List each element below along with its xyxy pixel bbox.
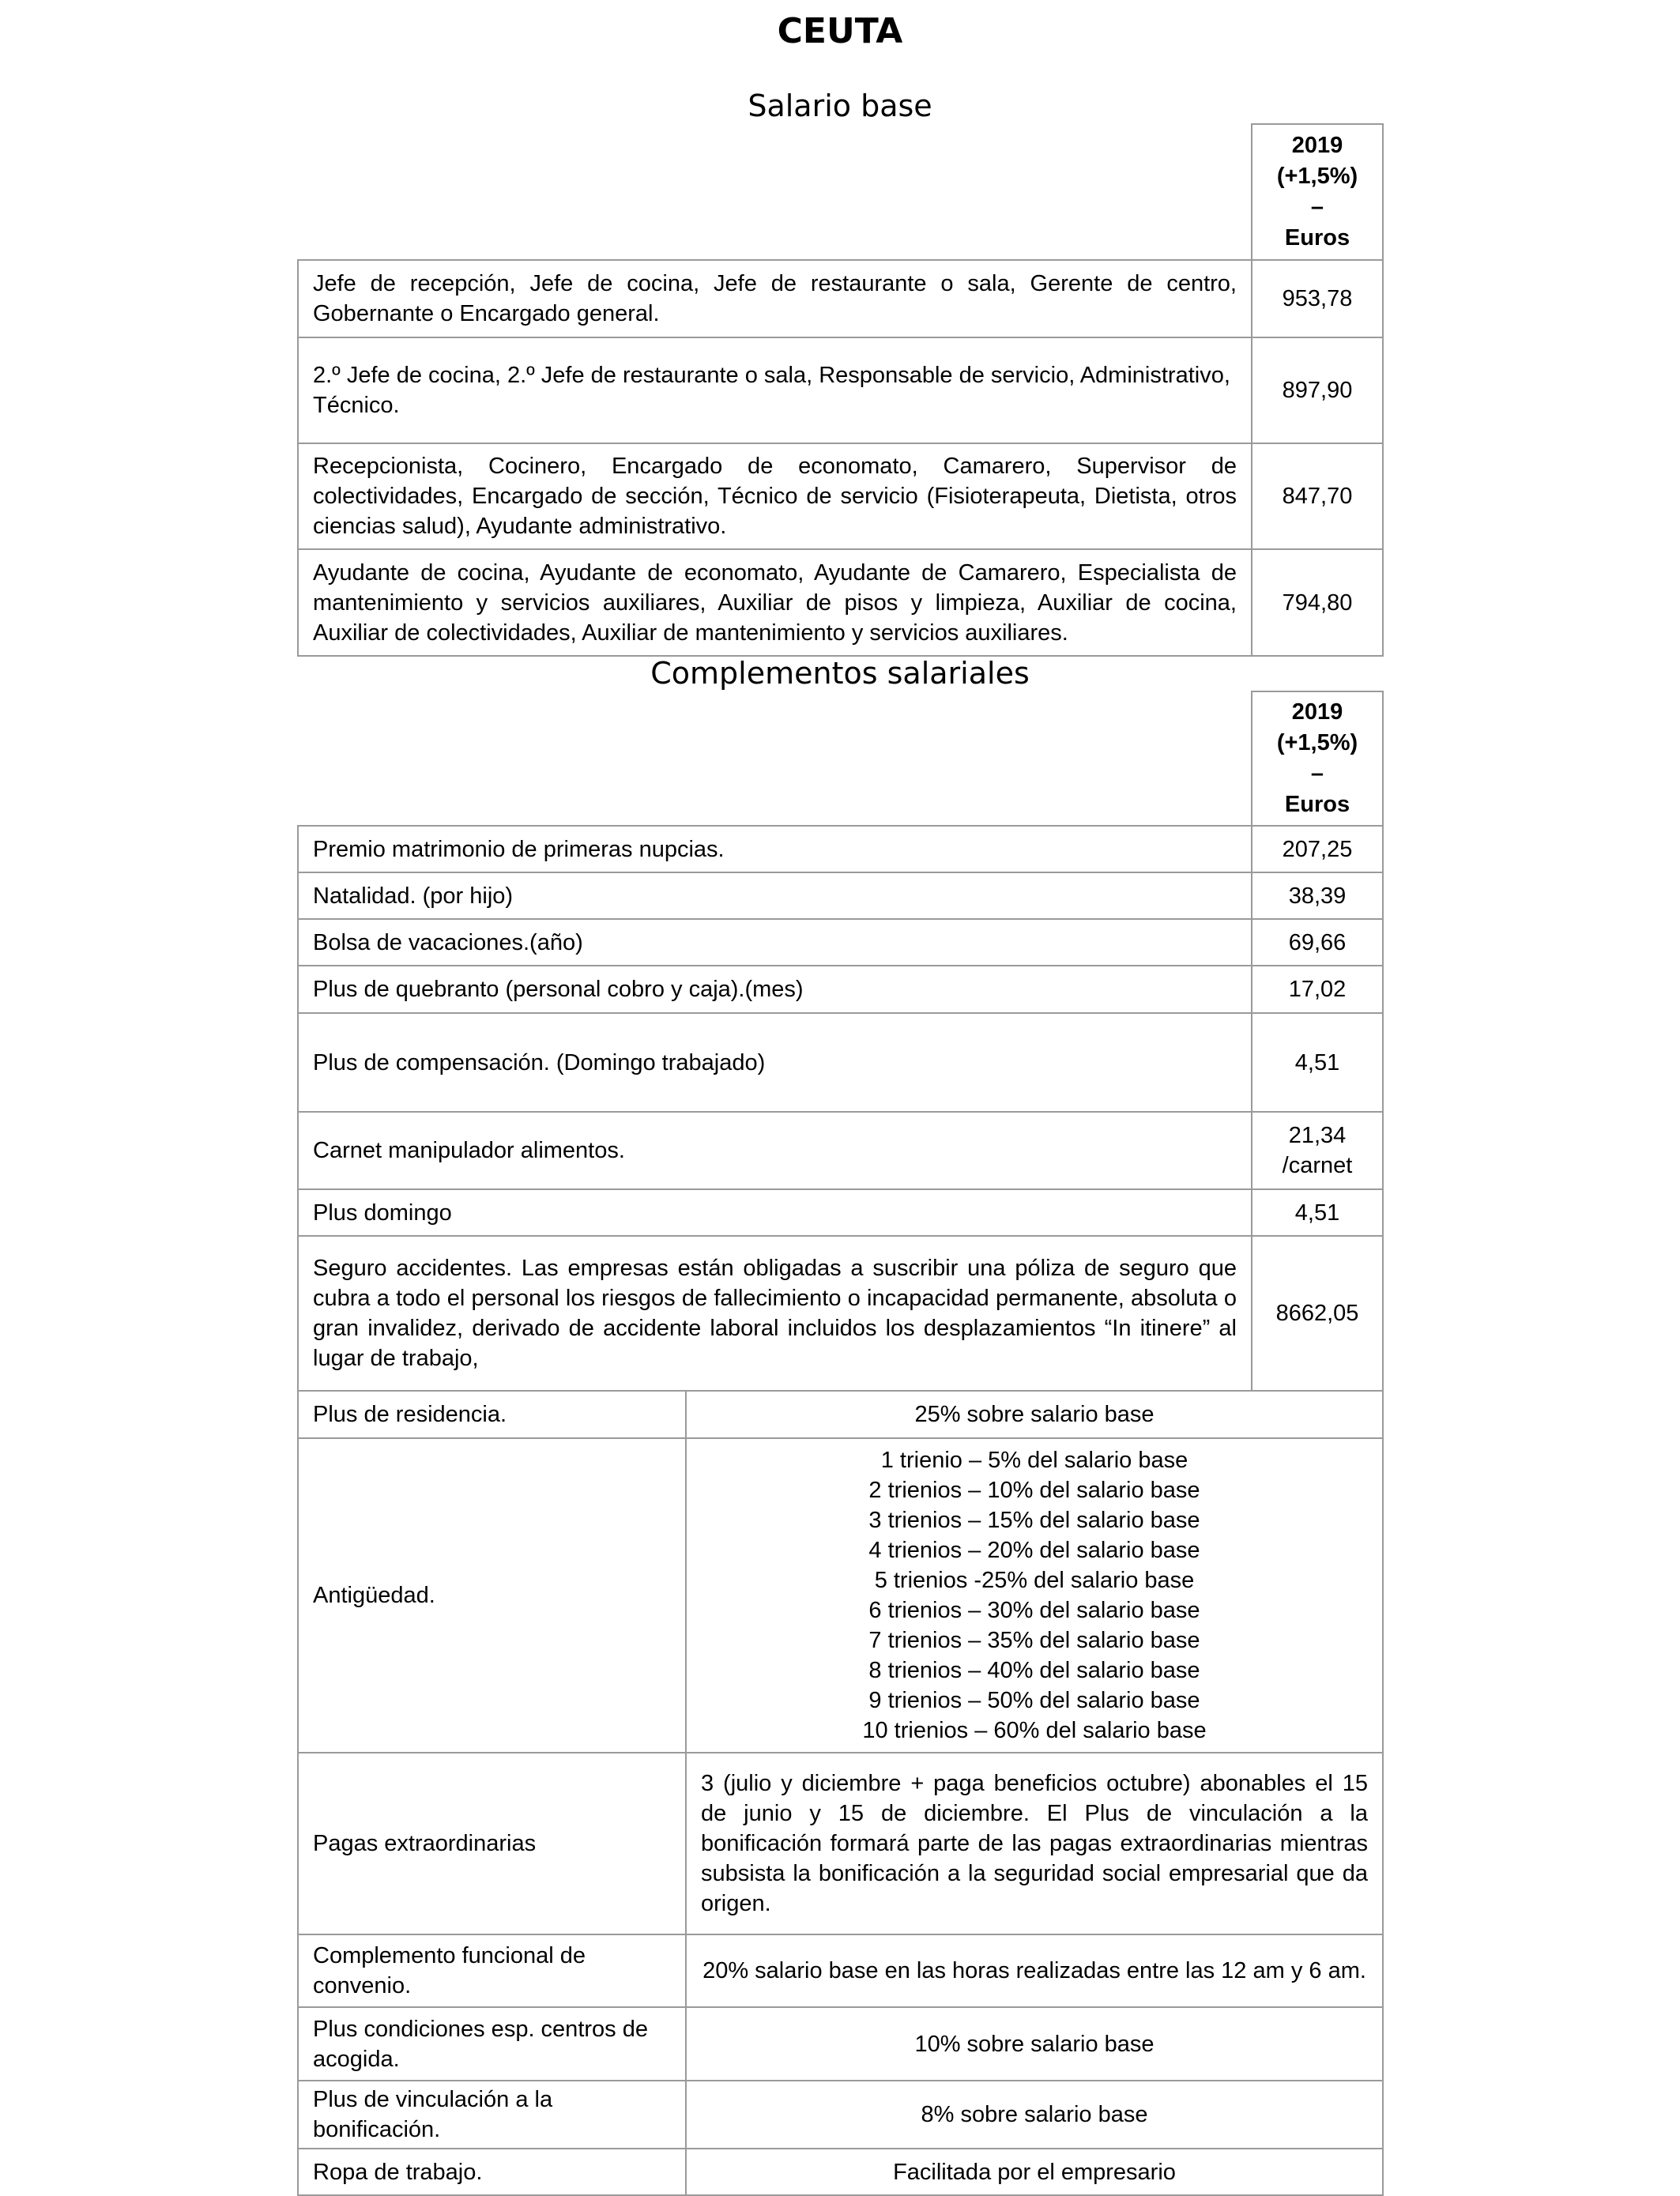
table-row: [298, 1236, 1383, 1391]
complement-value: 8662,05: [1252, 1236, 1383, 1391]
complement-label: Plus domingo: [298, 1189, 1252, 1236]
table-row: [298, 2149, 1383, 2195]
salario-base-title: Salario base: [748, 89, 932, 123]
antiguedad-list: [686, 1438, 1383, 1753]
complement-value: 38,39: [1252, 872, 1383, 919]
page-title: CEUTA: [777, 11, 903, 51]
list-item: 8 trienios – 40% del salario base: [868, 1658, 1200, 1683]
complement-label: Natalidad. (por hijo): [298, 872, 1252, 919]
header-unit: Euros: [1284, 225, 1350, 250]
complement-value-amount: 21,34: [1288, 1123, 1347, 1148]
header-increase: (+1,5%): [1276, 164, 1358, 189]
table-row: [298, 549, 1383, 656]
salary-value: 953,78: [1252, 260, 1383, 337]
complement-label: Premio matrimonio de primeras nupcias.: [298, 826, 1252, 872]
salary-value: 847,70: [1252, 443, 1383, 549]
complement-label: Bolsa de vacaciones.(año): [298, 919, 1252, 966]
table-row: [298, 1391, 1383, 1438]
complement-label: Complemento funcional de convenio.: [298, 1934, 686, 2007]
complement-value: 4,51: [1252, 1013, 1383, 1112]
table-row: [298, 2007, 1383, 2081]
list-item: 1 trienio – 5% del salario base: [880, 1448, 1188, 1473]
salary-value: 897,90: [1252, 337, 1383, 443]
header-unit: Euros: [1284, 792, 1350, 817]
complement-label: Plus condiciones esp. centros de acogida.: [298, 2007, 686, 2081]
list-item: 6 trienios – 30% del salario base: [868, 1598, 1200, 1623]
salario-base-table: [297, 123, 1384, 657]
header-increase: (+1,5%): [1276, 730, 1358, 755]
table-row: [298, 337, 1383, 443]
complement-label: Carnet manipulador alimentos.: [298, 1112, 1252, 1189]
table-row: [298, 826, 1383, 872]
salary-value: 794,80: [1252, 549, 1383, 656]
complement-value: [1252, 1112, 1383, 1189]
list-item: 9 trienios – 50% del salario base: [868, 1688, 1200, 1713]
header-year: 2019: [1291, 699, 1343, 725]
complement-label: Plus de quebranto (personal cobro y caja).(mes): [298, 966, 1252, 1013]
category-label: Jefe de recepción, Jefe de cocina, Jefe de restaurante o sala, Gerente de centro, Gobernante o Encargado general.: [298, 260, 1252, 337]
table-row: [298, 919, 1383, 966]
table-row: [298, 1013, 1383, 1112]
complementos-title: Complementos salariales: [650, 656, 1030, 691]
complement-value: 10% sobre salario base: [686, 2007, 1383, 2081]
table-row: [298, 1753, 1383, 1934]
complement-label: Plus de residencia.: [298, 1391, 686, 1438]
complement-label: Plus de compensación. (Domingo trabajado): [298, 1013, 1252, 1112]
complement-label: Ropa de trabajo.: [298, 2149, 686, 2195]
table-row: [298, 1934, 1383, 2007]
header-dash: –: [1310, 761, 1324, 786]
table-row: [298, 443, 1383, 549]
complement-value: 69,66: [1252, 919, 1383, 966]
complement-label: Antigüedad.: [298, 1438, 686, 1753]
complement-label: Plus de vinculación a la bonificación.: [298, 2081, 686, 2149]
category-label: Ayudante de cocina, Ayudante de economato, Ayudante de Camarero, Especialista de mantenimiento y servicios auxiliares, Auxiliar de pisos y limpieza, Auxiliar de cocina, Auxiliar de colectividades, Auxiliar de mantenimiento y servicios auxiliares.: [298, 549, 1252, 656]
table-row: [298, 872, 1383, 919]
complement-value: 25% sobre salario base: [686, 1391, 1383, 1438]
list-item: 2 trienios – 10% del salario base: [868, 1478, 1200, 1503]
year-header: [1252, 691, 1383, 826]
complement-value: Facilitada por el empresario: [686, 2149, 1383, 2195]
list-item: 7 trienios – 35% del salario base: [868, 1628, 1200, 1653]
header-dash: –: [1310, 194, 1324, 220]
table-row: [298, 260, 1383, 337]
table-row: [298, 966, 1383, 1013]
list-item: 5 trienios -25% del salario base: [874, 1568, 1195, 1593]
complement-value: 8% sobre salario base: [686, 2081, 1383, 2149]
complement-value: 3 (julio y diciembre + paga beneficios octubre) abonables el 15 de junio y 15 de diciembre. El Plus de vinculación a la bonificación formará parte de las pagas extraordinarias mientras subsista la bonificación a la seguridad social empresarial que da origen.: [686, 1753, 1383, 1934]
table-row: [298, 1112, 1383, 1189]
complement-value: 207,25: [1252, 826, 1383, 872]
complement-value-unit: /carnet: [1282, 1153, 1353, 1178]
salario-base-header-row: [298, 124, 1383, 260]
table-row: [298, 1189, 1383, 1236]
category-label: 2.º Jefe de cocina, 2.º Jefe de restaurante o sala, Responsable de servicio, Administrativo, Técnico.: [298, 337, 1252, 443]
table-row: [298, 1438, 1383, 1753]
complementos-table: [297, 691, 1384, 2196]
header-year: 2019: [1291, 133, 1343, 158]
complement-value: 20% salario base en las horas realizadas entre las 12 am y 6 am.: [686, 1934, 1383, 2007]
list-item: 10 trienios – 60% del salario base: [862, 1718, 1207, 1743]
category-label: Recepcionista, Cocinero, Encargado de economato, Camarero, Supervisor de colectividades, Encargado de sección, Técnico de servicio (Fisioterapeuta, Dietista, otros ciencias salud), Ayudante administrativo.: [298, 443, 1252, 549]
header-blank-cell: [298, 691, 1252, 826]
header-blank-cell: [298, 124, 1252, 260]
complement-label: Seguro accidentes. Las empresas están obligadas a suscribir una póliza de seguro que cubra a todo el personal los riesgos de fallecimiento o incapacidad permanente, absoluta o gran invalidez, derivado de accidente laboral incluidos los desplazamientos “In itinere” al lugar de trabajo,: [298, 1236, 1252, 1391]
list-item: 3 trienios – 15% del salario base: [868, 1508, 1200, 1533]
complement-label: Pagas extraordinarias: [298, 1753, 686, 1934]
year-header: [1252, 124, 1383, 260]
list-item: 4 trienios – 20% del salario base: [868, 1538, 1200, 1563]
complementos-header-row: [298, 691, 1383, 826]
complement-value: 4,51: [1252, 1189, 1383, 1236]
table-row: [298, 2081, 1383, 2149]
complement-value: 17,02: [1252, 966, 1383, 1013]
